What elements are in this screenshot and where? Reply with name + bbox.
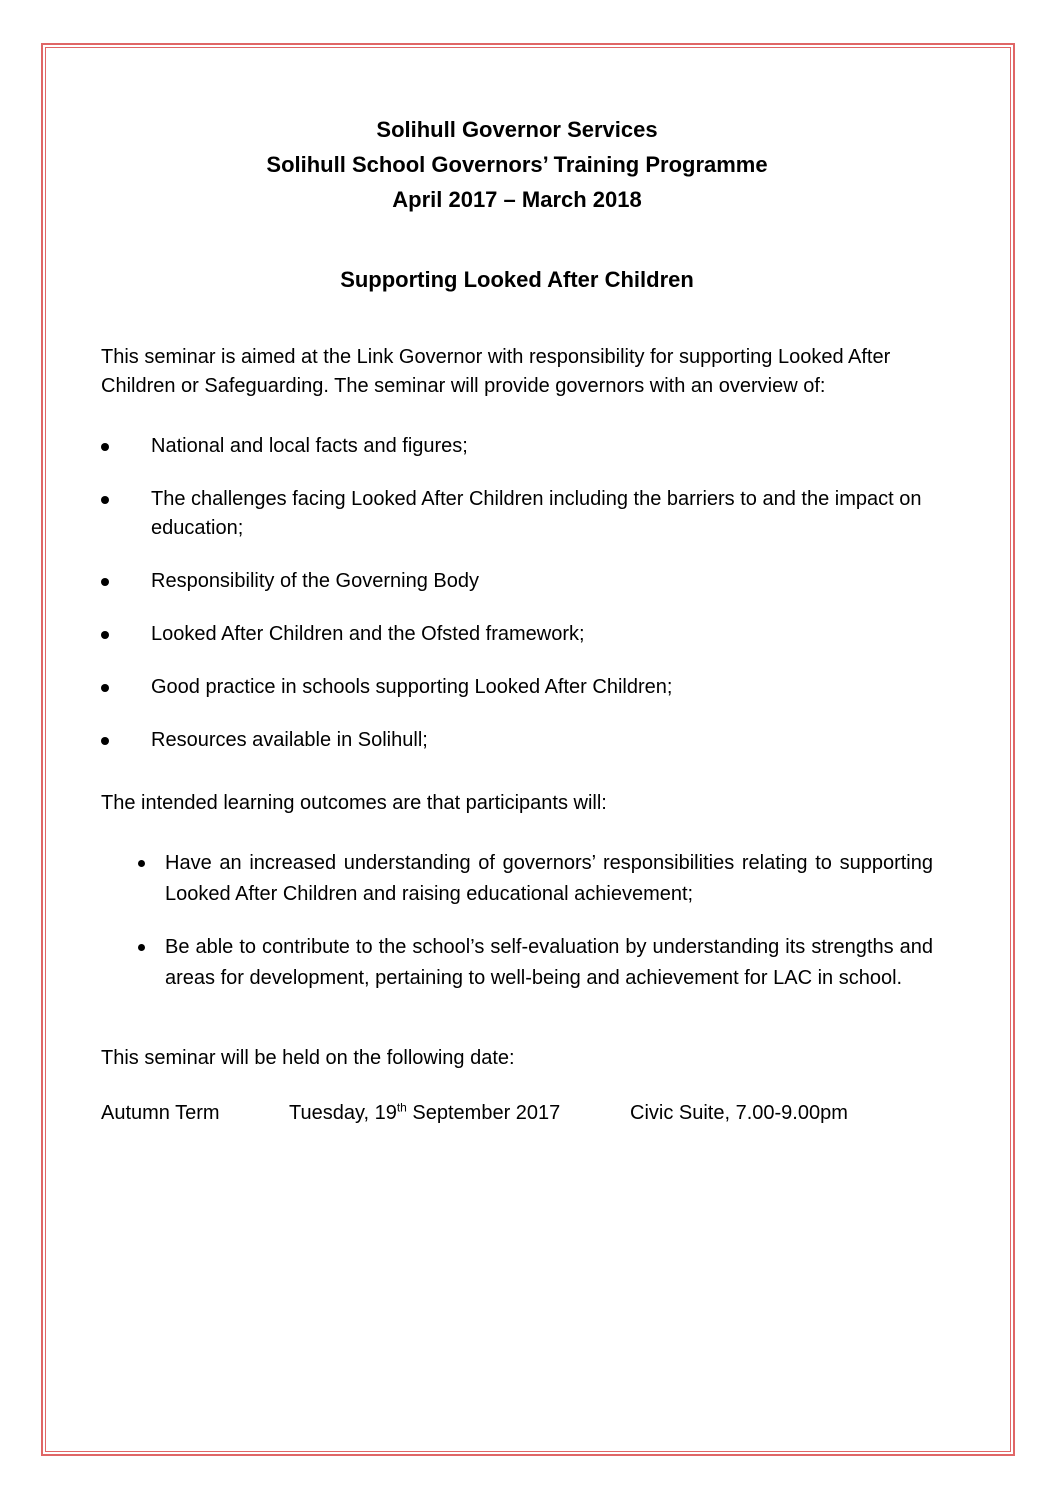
bullet-icon [101,684,109,692]
bullet-icon [138,860,145,867]
list-item-text: Looked After Children and the Ofsted framework; [151,623,585,645]
header-programme: Solihull School Governors’ Training Programme [266,152,768,177]
bullet-icon [101,631,109,639]
bullet-icon [101,443,109,451]
list-item-text: Resources available in Solihull; [151,729,428,751]
list-item-text: Have an increased understanding of governors’ responsibilities relating to supporting Looked After Children and raising educational achievement; [165,852,933,905]
list-item-text: Be able to contribute to the school’s self-evaluation by understanding its strengths and areas for development, pertaining to well-being and achievement for LAC in school. [165,936,933,989]
list-item [135,932,933,994]
intro-paragraph: This seminar is aimed at the Link Governor with responsibility for supporting Looked After Children or Safeguarding. The seminar will provide governors with an overview of: [101,346,891,397]
list-item [101,432,933,461]
document-header [85,112,949,217]
header-organisation: Solihull Governor Services [376,117,658,142]
list-item [135,848,933,910]
bullet-icon [138,944,145,951]
schedule-date-day: Tuesday, 19 [289,1102,397,1124]
outcomes-list [135,848,933,994]
header-period: April 2017 – March 2018 [392,187,642,212]
list-item-text: National and local facts and figures; [151,435,468,457]
list-item [101,620,933,649]
bullet-icon [101,496,109,504]
schedule-row [101,1099,933,1129]
list-item-text: The challenges facing Looked After Children including the barriers to and the impact on education; [151,488,922,539]
schedule-date-month-year: September 2017 [406,1102,561,1124]
list-item [101,567,933,596]
schedule-date [289,1099,560,1128]
date-intro: This seminar will be held on the following date: [101,1047,515,1069]
schedule-date-ordinal: th [396,1100,407,1115]
schedule-venue: Civic Suite, 7.00-9.00pm [630,1102,848,1124]
list-item [101,673,933,702]
document-body [101,112,933,1129]
seminar-title: Supporting Looked After Children [340,267,694,292]
list-item [101,726,933,755]
list-item-text: Responsibility of the Governing Body [151,570,479,592]
topics-list [101,432,933,755]
outcomes-intro: The intended learning outcomes are that participants will: [101,792,607,814]
bullet-icon [101,578,109,586]
list-item-text: Good practice in schools supporting Looked After Children; [151,676,673,698]
list-item [101,485,933,543]
bullet-icon [101,737,109,745]
schedule-term: Autumn Term [101,1102,220,1124]
